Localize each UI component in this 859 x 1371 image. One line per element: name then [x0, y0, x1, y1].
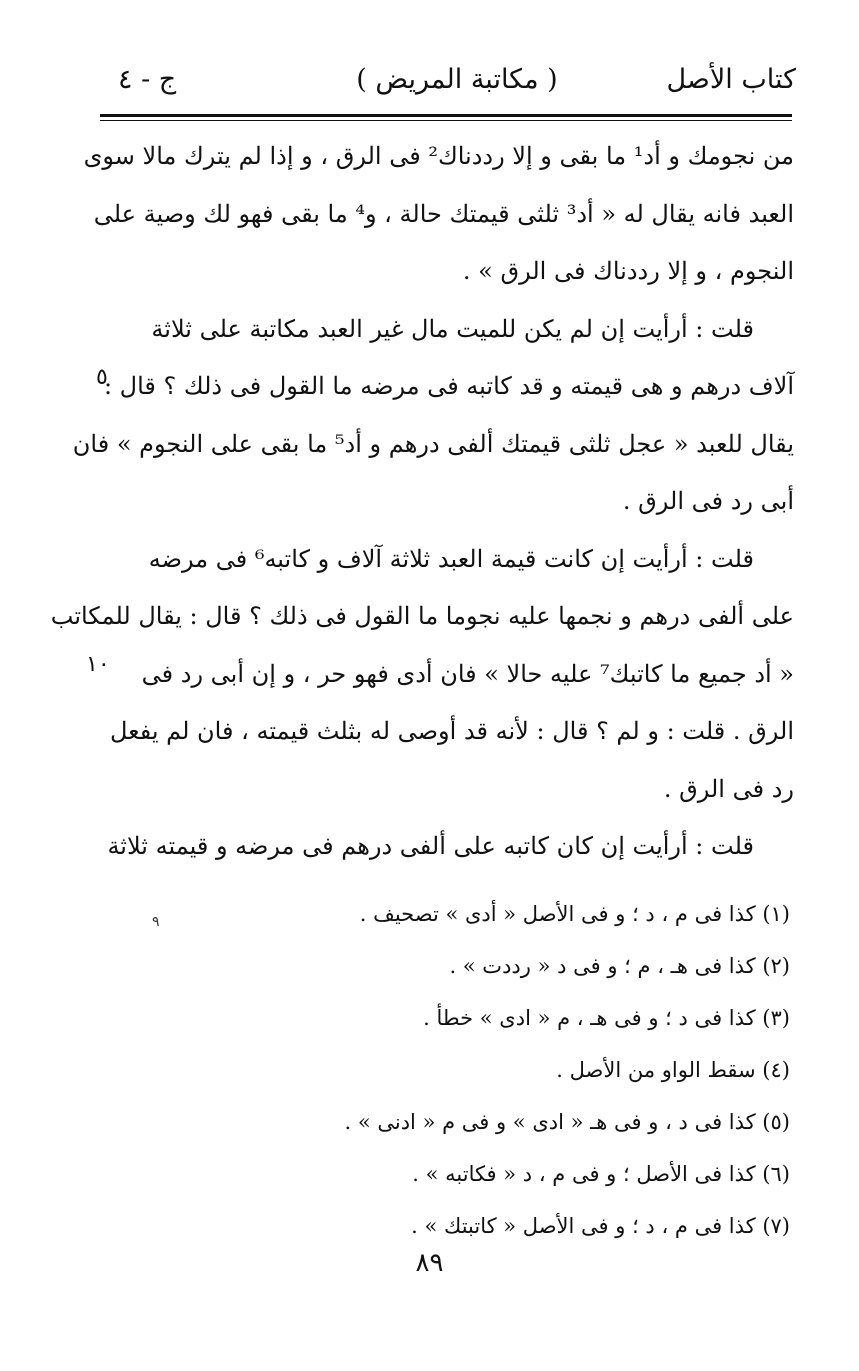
- text-line: قلت : أرأيت إن كان كاتبه على ألفى درهم فى مرضه و قيمته ثلاثة: [107, 832, 754, 860]
- text-line: « أد جميع ما كاتبك⁷ عليه حالا » فان أدى فهو حر ، و إن أبى رد فى: [141, 659, 794, 688]
- footnote: (٧) كذا فى م ، د ؛ و فى الأصل « كاتبتك » .: [411, 1214, 790, 1238]
- stray-mark: ٩: [152, 914, 160, 930]
- text-line: قلت : أرأيت إن كانت قيمة العبد ثلاثة آلاف و كاتبه⁶ فى مرضه: [148, 544, 754, 573]
- footnote: (٤) سقط الواو من الأصل .: [556, 1058, 790, 1082]
- footnote: (٢) كذا فى هـ ، م ؛ و فى د « رددت » .: [449, 954, 790, 978]
- volume-number: ج - ٤: [118, 64, 177, 95]
- chapter-title: ( مكاتبة المريض ): [356, 64, 558, 95]
- text-line: قلت : أرأيت إن لم يكن للميت مال غير العبد مكاتبة على ثلاثة: [151, 314, 754, 343]
- line-number-10: ١٠: [86, 652, 110, 677]
- text-line: النجوم ، و إلا رددناك فى الرق » .: [462, 257, 794, 285]
- header-rule-thick: [100, 114, 792, 117]
- footnote: (٦) كذا فى الأصل ؛ و فى م ، د « فكاتبه » .: [412, 1162, 790, 1186]
- text-line: من نجومك و أد¹ ما بقى و إلا رددناك² فى الرق ، و إذا لم يترك مالا سوى: [83, 142, 794, 170]
- text-line: على ألفى درهم و نجمها عليه نجوما ما القول فى ذلك ؟ قال : يقال للمكاتب: [50, 602, 794, 630]
- text-line: آلاف درهم و هى قيمته و قد كاتبه فى مرضه ما القول فى ذلك ؟ قال :: [103, 372, 794, 400]
- text-line: العبد فانه يقال له « أد³ ثلثى قيمتك حالة ، و⁴ ما بقى فهو لك وصية على: [93, 199, 794, 228]
- footnote: (٣) كذا فى د ؛ و فى هـ ، م « ادى » خطأ .: [423, 1006, 790, 1030]
- page-number: ٨٩: [415, 1248, 444, 1278]
- line-number-5: ٥: [96, 365, 108, 390]
- text-line: يقال للعبد « عجل ثلثى قيمتك ألفى درهم و أد⁵ ما بقى على النجوم » فان: [72, 429, 794, 458]
- text-line: الرق . قلت : و لم ؟ قال : لأنه قد أوصى له بثلث قيمته ، فان لم يفعل: [109, 717, 794, 745]
- text-line: رد فى الرق .: [663, 774, 794, 803]
- running-header: [118, 58, 796, 110]
- footnote: (٥) كذا فى د ، و فى هـ « ادى » و فى م « ادنى » .: [344, 1110, 790, 1134]
- book-title: كتاب الأصل: [666, 64, 796, 95]
- text-line: أبى رد فى الرق .: [622, 487, 794, 515]
- footnotes: [330, 888, 790, 1252]
- header-rule-thin: [100, 120, 792, 121]
- footnote: (١) كذا فى م ، د ؛ و فى الأصل « أدى » تصحيف .: [359, 902, 790, 926]
